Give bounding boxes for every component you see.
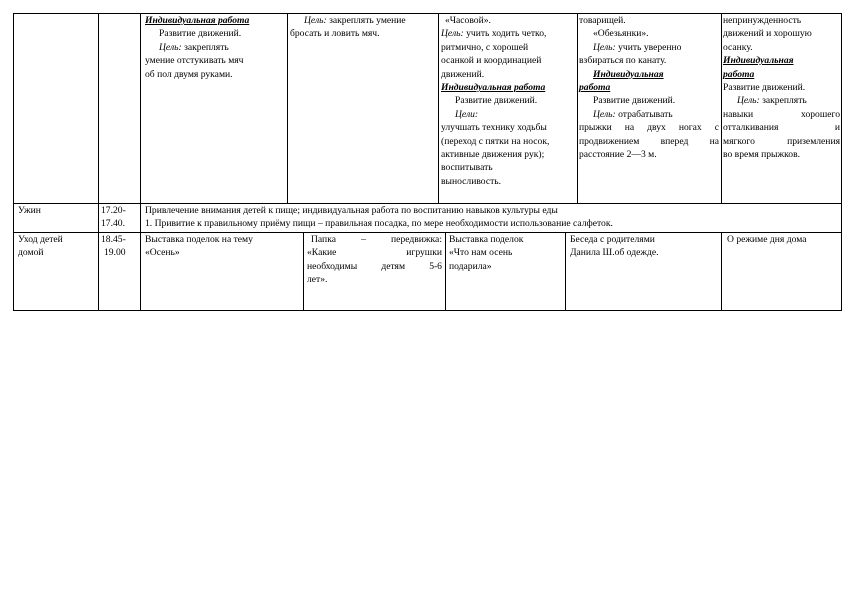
time-text: 18.45- (101, 234, 126, 245)
cell-text: Привлечение внимания детей к пище; индивидуальная работа по воспитанию навыков культуры еды (145, 205, 558, 216)
cell-text: Выставка поделок на тему (145, 234, 253, 245)
time-text: 19.00 (104, 247, 126, 259)
cell-text: О режиме дня дома (727, 234, 807, 245)
cell-text: «Осень» (145, 247, 180, 259)
word: на (624, 122, 635, 134)
table-border-left (13, 13, 14, 311)
cell-text: улучшать технику ходьбы (441, 122, 547, 134)
goal-label: Цель: (593, 41, 616, 53)
word: игрушки (406, 247, 442, 259)
word: приземления (787, 135, 840, 147)
word: и (834, 122, 840, 134)
word: – (361, 234, 366, 245)
cell-text: товарищей. (579, 15, 626, 26)
cell-text: выносливость. (441, 175, 502, 187)
col-divider-leaving-3 (565, 232, 566, 310)
col-divider-6 (721, 13, 722, 203)
cell-text: (переход с пятки на носок, (441, 135, 550, 147)
cell-text: непринужденность (723, 15, 802, 26)
leaving-cell-7 (727, 233, 806, 246)
cell-text: осанкой и координацией (441, 55, 542, 67)
cell-text: бросать и ловить мяч. (290, 28, 380, 40)
word: передвижка: (391, 234, 442, 245)
word: Папка (311, 234, 336, 245)
activity-cell-4 (290, 14, 436, 41)
leaving-cell-4 (307, 233, 442, 287)
goal-text: закреплять (759, 95, 807, 107)
goal-text: учить ходить четко, (463, 28, 547, 40)
cell-text: во время прыжков. (723, 149, 801, 161)
cell-text: «Обезьянки». (593, 28, 649, 40)
goal-label: Цели: (455, 108, 479, 120)
cell-text: Беседа с родителями (570, 234, 655, 245)
word: мягкого (723, 135, 755, 147)
goal-label: Цель: (593, 108, 616, 120)
cell-text: ритмично, с хорошей (441, 41, 529, 53)
leaving-cell-5 (449, 233, 523, 273)
col-divider-leaving-2 (445, 232, 446, 310)
word: прыжки (579, 122, 612, 134)
leaving-cell-6 (570, 233, 659, 260)
justified-line (307, 246, 442, 259)
word: хорошего (801, 108, 840, 120)
justified-line (723, 108, 840, 121)
cell-text: расстояние 2—3 м. (579, 149, 657, 161)
leaving-cell-3 (145, 233, 253, 260)
cell-heading: работа (579, 82, 611, 94)
cell-text: движений и хорошую (723, 28, 812, 40)
cell-text: Развитие движений. (593, 95, 676, 107)
cell-text: движений. (441, 68, 485, 80)
cell-text: подарила» (449, 260, 492, 272)
goal-label: Цель: (304, 15, 327, 26)
row-name: домой (18, 247, 44, 259)
word: необходимы (307, 260, 358, 272)
cell-text: Выставка поделок (449, 234, 524, 245)
cell-text: Развитие движений. (455, 95, 538, 107)
cell-text: Развитие движений. (159, 28, 242, 40)
word: с (714, 122, 719, 134)
col-divider-leaving-1 (303, 232, 304, 310)
word: навыки (723, 108, 754, 120)
cell-text: воспитывать (441, 162, 493, 174)
goal-label: Цель: (159, 41, 182, 53)
col-divider-leaving-4 (721, 232, 722, 310)
dinner-time-cell (101, 204, 126, 231)
col-divider-2 (140, 13, 141, 311)
dinner-name-cell (18, 204, 41, 217)
cell-heading: Индивидуальная работа (145, 15, 250, 26)
goal-label: Цель: (737, 95, 760, 107)
goal-text: закреплять (181, 41, 229, 53)
col-divider-3 (287, 13, 288, 203)
justified-line (579, 121, 719, 134)
activity-cell-6 (579, 14, 719, 161)
cell-text: умение отстукивать мяч (145, 55, 244, 67)
justified-line (723, 135, 840, 148)
word: вперед (660, 135, 689, 147)
cell-heading: Индивидуальная (593, 68, 664, 80)
justified-line (307, 260, 442, 273)
row-name: Уход детей (18, 234, 63, 245)
cell-text: Данила Ш.об одежде. (570, 247, 659, 259)
col-divider-1 (98, 13, 99, 311)
cell-text: «Что нам осень (449, 247, 513, 259)
activity-cell-5 (441, 14, 576, 188)
activity-cell-3 (145, 14, 285, 81)
row-name: Ужин (18, 205, 41, 216)
justified-line (723, 121, 840, 134)
cell-text: Развитие движений. (723, 82, 806, 94)
cell-text: активные движения рук); (441, 149, 545, 161)
cell-text: 1. Привитие к правильному приёму пищи – правильная посадка, по мере необходимости использование салфеток. (145, 218, 613, 230)
dinner-content-cell (145, 204, 613, 231)
word: «Какие (307, 247, 337, 259)
cell-heading: Индивидуальная работа (441, 82, 546, 94)
word: ногах (678, 122, 702, 134)
word: 5-6 (429, 260, 442, 272)
word: отталкивания (723, 122, 779, 134)
cell-heading: Индивидуальная (723, 55, 794, 67)
word: двух (647, 122, 666, 134)
cell-text: осанку. (723, 41, 753, 53)
leaving-time-cell (101, 233, 126, 260)
cell-text: «Часовой». (445, 15, 491, 26)
cell-heading: работа (723, 68, 755, 80)
col-divider-4 (438, 13, 439, 203)
time-text: 17.40. (101, 218, 125, 230)
goal-text: закреплять умение (326, 15, 406, 26)
col-divider-5 (577, 13, 578, 203)
word: на (709, 135, 719, 147)
word: детям (381, 260, 406, 272)
goal-text: учить уверенно (615, 41, 682, 53)
cell-text: взбираться по канату. (579, 55, 667, 67)
justified-line (307, 233, 442, 246)
leaving-name-cell (18, 233, 63, 260)
justified-line (579, 135, 719, 148)
word: продвижением (579, 135, 640, 147)
cell-text: об пол двумя руками. (145, 68, 233, 80)
table-border-bottom (13, 310, 842, 311)
goal-text: отрабатывать (615, 108, 673, 120)
activity-cell-7 (723, 14, 840, 161)
time-text: 17.20- (101, 205, 126, 216)
goal-label: Цель: (441, 28, 464, 40)
cell-text: лет». (307, 274, 328, 286)
